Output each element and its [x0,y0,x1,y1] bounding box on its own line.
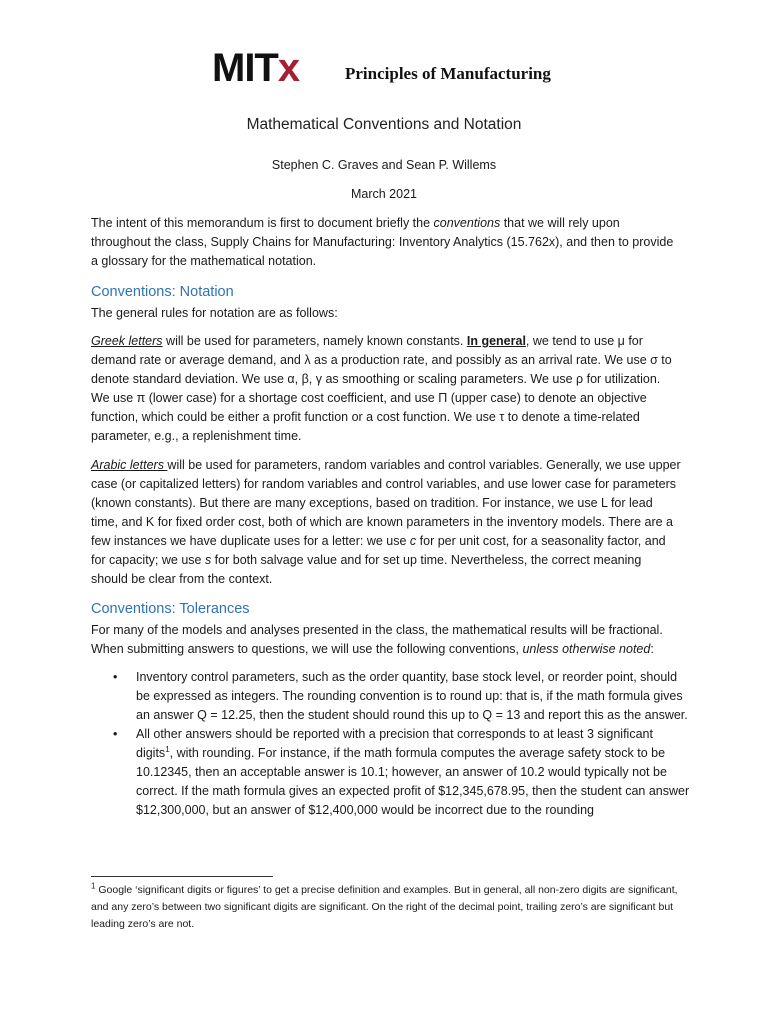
tolerances-paragraph [91,621,681,659]
tol-text-a: For many of the models and analyses presented in the class, the mathematical results will be fractional. When submitting answers to questions, we will use the following conventions, [91,623,663,656]
bullet-text-b: , with rounding. For instance, if the math formula computes the average safety stock to be 10.12345, then an acceptable answer is 10.1; however, an answer of 10.2 would typically not be correct. If the math formula gives an expected profit of $12,345,678.95, then the student can answer $12,300,000, but an answer of $12,400,000 would be incorrect due to the rounding [136,746,690,817]
authors: Stephen C. Graves and Sean P. Willems [271,158,497,172]
in-general: In general [466,334,526,348]
bullet-icon: • [113,727,118,741]
heading-tolerances: Conventions: Tolerances [91,601,250,617]
tol-text-b: : [650,642,654,656]
bullet-text-a: All other answers should be reported with a precision that corresponds to at least 3 significant digits [136,727,653,760]
document-date: March 2021 [350,187,417,201]
logo-main: MIT [212,46,278,90]
arabic-paragraph [91,456,681,589]
heading-notation: Conventions: Notation [91,284,234,300]
footnote-divider [91,876,273,877]
logo-accent: x [277,46,300,90]
course-title: Principles of Manufacturing [345,64,551,83]
arabic-s: s [204,553,212,567]
arabic-text-b: for per unit cost, for a seasonality factor, and for capacity; we use [91,534,666,567]
mitx-logo [212,46,322,90]
arabic-text-c: for both salvage value and for set up time. Nevertheless, the correct meaning should be clear from the context. [91,553,642,586]
list-item [91,725,691,820]
greek-text-b: , we tend to use μ for demand rate or average demand, and λ as a production rate, and possibly as an arrival rate. We use σ to denote standard deviation. We use α, β, γ as smoothing or scaling parameters. We use ρ for utilization. We use π (lower case) for a shortage cost coefficient, and use Π (upper case) to denote an objective function, which could be either a profit function or a cost function. We use τ to denote a time-related parameter, e.g., a replenishment time. [91,334,672,443]
intro-paragraph [91,214,681,271]
footnote-text: Google ‘significant digits or figures’ to get a precise definition and examples. But in general, all non-zero digits are significant, and any zero’s between two significant digits are significant. On the right of the decimal point, trailing zero’s are significant but leading zero’s are not. [91,884,678,930]
tolerance-list [91,668,691,820]
footnote [91,882,691,933]
bullet-text: Inventory control parameters, such as the order quantity, base stock level, or reorder point, should be expressed as integers. The rounding convention is to round up: that is, if the math formula gives an answer Q = 12.25, then the student should round this up to Q = 13 and report this as the answer. [136,670,688,722]
greek-label: Greek letters [91,334,163,348]
greek-paragraph [91,332,681,446]
rules-intro: The general rules for notation are as follows: [91,306,338,320]
footnote-mark: 1 [91,881,96,891]
arabic-label: Arabic letters [91,458,168,472]
intro-text-b: that we will rely upon throughout the class, Supply Chains for Manufacturing: Inventory Analytics (15.762x), and then to provide a glossary for the mathematical notation. [91,216,674,268]
footnote-ref[interactable]: 1 [165,744,170,754]
list-item [91,668,691,725]
intro-emphasis: conventions [433,216,501,230]
tol-emphasis: unless otherwise noted [522,642,651,656]
document-title: Mathematical Conventions and Notation [246,116,522,133]
arabic-c: c [409,534,417,548]
arabic-text-a: will be used for parameters, random variables and control variables. Generally, we use upper case (or capitalized letters) for random variables and control variables, and use lower case for parameters (known constants). But there are many exceptions, based on tradition. For instance, we use L for lead time, and K for fixed order cost, both of which are known parameters in the inventory models. There are a few instances we have duplicate uses for a letter: we use [91,458,681,548]
greek-text-a: will be used for parameters, namely known constants. [162,334,467,348]
intro-text-a: The intent of this memorandum is first to document briefly the [91,216,434,230]
bullet-icon: • [113,670,118,684]
